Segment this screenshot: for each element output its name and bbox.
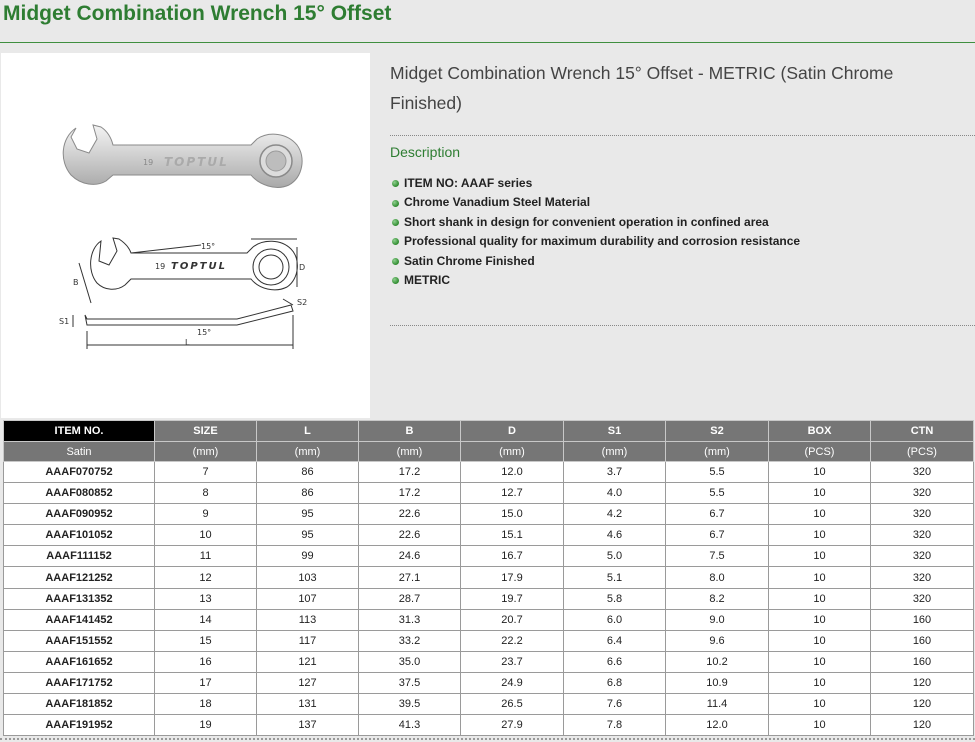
wrench-drawing-side (73, 299, 293, 349)
heading-divider (390, 135, 975, 136)
item-number-cell: AAAF070752 (4, 462, 155, 483)
table-cell: 4.6 (564, 525, 666, 546)
table-cell: 10 (769, 483, 871, 504)
table-cell: 15 (155, 630, 257, 651)
table-cell: 6.7 (666, 504, 769, 525)
dim-l-label: L (185, 338, 190, 347)
table-cell: 9.0 (666, 609, 769, 630)
table-cell: 37.5 (359, 672, 461, 693)
table-cell: 131 (257, 694, 359, 715)
table-row (4, 546, 974, 567)
bullet-icon (392, 238, 399, 245)
table-cell: 13 (155, 588, 257, 609)
table-cell: 9.6 (666, 630, 769, 651)
table-cell: 86 (257, 462, 359, 483)
bullet-icon (392, 258, 399, 265)
dim-s2-label: S2 (297, 298, 308, 307)
table-cell: 160 (871, 651, 974, 672)
table-cell: 12.0 (666, 715, 769, 736)
table-cell: 10 (769, 715, 871, 736)
table-cell: 15.1 (461, 525, 564, 546)
table-cell: 41.3 (359, 715, 461, 736)
table-header-row (4, 421, 974, 442)
table-cell: 137 (257, 715, 359, 736)
col-header-b: B (359, 421, 461, 442)
bullet-icon (392, 277, 399, 284)
description-title: Description (390, 144, 461, 160)
item-number-cell: AAAF191952 (4, 715, 155, 736)
table-cell: 10 (769, 694, 871, 715)
table-cell: 6.8 (564, 672, 666, 693)
table-cell: 320 (871, 588, 974, 609)
table-cell: 320 (871, 504, 974, 525)
col-subheader-unit: (mm) (461, 442, 564, 462)
col-header-size: SIZE (155, 421, 257, 442)
table-cell: 99 (257, 546, 359, 567)
item-number-cell: AAAF141452 (4, 609, 155, 630)
col-subheader-finish: Satin (4, 442, 155, 462)
table-cell: 22.6 (359, 525, 461, 546)
table-cell: 10 (769, 672, 871, 693)
table-row (4, 588, 974, 609)
item-number-cell: AAAF090952 (4, 504, 155, 525)
col-subheader-unit: (mm) (564, 442, 666, 462)
brand-mark-photo: TOPTUL (164, 155, 229, 169)
spec-table (3, 420, 974, 736)
product-heading: Midget Combination Wrench 15° Offset - METRIC (Satin Chrome Finished) (390, 63, 894, 113)
table-cell: 11 (155, 546, 257, 567)
dim-s1-label: S1 (59, 317, 70, 326)
table-cell: 10 (769, 546, 871, 567)
table-cell: 120 (871, 672, 974, 693)
feature-item: Professional quality for maximum durability and corrosion resistance (392, 232, 800, 251)
table-cell: 18 (155, 694, 257, 715)
product-info (390, 58, 975, 118)
col-header-d: D (461, 421, 564, 442)
table-cell: 160 (871, 609, 974, 630)
table-cell: 9 (155, 504, 257, 525)
table-cell: 5.5 (666, 462, 769, 483)
bullet-icon (392, 219, 399, 226)
col-header-item-no: ITEM NO. (4, 421, 155, 442)
table-cell: 7 (155, 462, 257, 483)
table-cell: 26.5 (461, 694, 564, 715)
size-mark-drawing: 19 (155, 262, 166, 271)
table-cell: 22.6 (359, 504, 461, 525)
bottom-divider (0, 738, 975, 740)
table-cell: 5.5 (666, 483, 769, 504)
item-number-cell: AAAF181852 (4, 694, 155, 715)
table-row (4, 715, 974, 736)
angle-label-top: 15° (201, 242, 216, 251)
table-cell: 4.0 (564, 483, 666, 504)
col-header-s1: S1 (564, 421, 666, 442)
table-cell: 320 (871, 525, 974, 546)
brand-mark-drawing: TOPTUL (171, 261, 227, 272)
table-cell: 10.9 (666, 672, 769, 693)
table-row (4, 651, 974, 672)
table-row (4, 609, 974, 630)
col-header-l: L (257, 421, 359, 442)
table-cell: 8.0 (666, 567, 769, 588)
item-number-cell: AAAF080852 (4, 483, 155, 504)
table-cell: 17.2 (359, 483, 461, 504)
description-divider (390, 325, 975, 326)
item-number-cell: AAAF151552 (4, 630, 155, 651)
table-cell: 95 (257, 525, 359, 546)
table-cell: 24.9 (461, 672, 564, 693)
table-cell: 5.0 (564, 546, 666, 567)
table-cell: 39.5 (359, 694, 461, 715)
table-cell: 8.2 (666, 588, 769, 609)
table-cell: 320 (871, 483, 974, 504)
table-cell: 4.2 (564, 504, 666, 525)
col-subheader-unit: (mm) (155, 442, 257, 462)
table-cell: 22.2 (461, 630, 564, 651)
table-cell: 86 (257, 483, 359, 504)
table-cell: 28.7 (359, 588, 461, 609)
table-cell: 127 (257, 672, 359, 693)
item-number-cell: AAAF131352 (4, 588, 155, 609)
feature-list (392, 174, 800, 290)
table-cell: 19 (155, 715, 257, 736)
item-number-cell: AAAF111152 (4, 546, 155, 567)
table-cell: 12.7 (461, 483, 564, 504)
col-subheader-unit: (mm) (359, 442, 461, 462)
feature-item: Short shank in design for convenient operation in confined area (392, 213, 800, 232)
col-header-s2: S2 (666, 421, 769, 442)
item-number-cell: AAAF161652 (4, 651, 155, 672)
dim-d-label: D (299, 263, 306, 272)
table-cell: 16.7 (461, 546, 564, 567)
item-number-cell: AAAF171752 (4, 672, 155, 693)
table-cell: 160 (871, 630, 974, 651)
table-cell: 5.8 (564, 588, 666, 609)
table-cell: 95 (257, 504, 359, 525)
feature-item: ITEM NO: AAAF series (392, 174, 800, 193)
feature-item: METRIC (392, 271, 800, 290)
table-row (4, 525, 974, 546)
table-cell: 10 (769, 588, 871, 609)
table-cell: 7.6 (564, 694, 666, 715)
table-row (4, 504, 974, 525)
table-cell: 320 (871, 546, 974, 567)
table-row (4, 567, 974, 588)
table-cell: 6.0 (564, 609, 666, 630)
dim-b-label: B (73, 278, 79, 287)
table-row (4, 483, 974, 504)
table-cell: 23.7 (461, 651, 564, 672)
table-cell: 10 (769, 504, 871, 525)
table-cell: 10 (769, 525, 871, 546)
table-cell: 320 (871, 567, 974, 588)
col-header-ctn: CTN (871, 421, 974, 442)
item-number-cell: AAAF121252 (4, 567, 155, 588)
table-cell: 24.6 (359, 546, 461, 567)
table-cell: 10 (769, 609, 871, 630)
table-cell: 6.6 (564, 651, 666, 672)
table-row (4, 672, 974, 693)
table-cell: 12.0 (461, 462, 564, 483)
table-cell: 6.7 (666, 525, 769, 546)
wrench-illustration (1, 53, 370, 418)
col-subheader-unit: (mm) (257, 442, 359, 462)
feature-item: Satin Chrome Finished (392, 252, 800, 271)
table-cell: 5.1 (564, 567, 666, 588)
table-cell: 7.8 (564, 715, 666, 736)
table-cell: 10 (769, 567, 871, 588)
table-cell: 17.2 (359, 462, 461, 483)
table-cell: 33.2 (359, 630, 461, 651)
table-cell: 15.0 (461, 504, 564, 525)
table-cell: 117 (257, 630, 359, 651)
table-cell: 10 (769, 462, 871, 483)
bullet-icon (392, 180, 399, 187)
table-cell: 12 (155, 567, 257, 588)
table-cell: 11.4 (666, 694, 769, 715)
table-cell: 320 (871, 462, 974, 483)
table-cell: 103 (257, 567, 359, 588)
table-cell: 10 (769, 651, 871, 672)
wrench-photo (63, 125, 302, 187)
table-cell: 10.2 (666, 651, 769, 672)
size-mark-photo: 19 (143, 158, 154, 167)
table-cell: 107 (257, 588, 359, 609)
table-cell: 10 (155, 525, 257, 546)
table-row (4, 462, 974, 483)
table-cell: 16 (155, 651, 257, 672)
item-number-cell: AAAF101052 (4, 525, 155, 546)
table-cell: 14 (155, 609, 257, 630)
table-row (4, 694, 974, 715)
feature-item: Chrome Vanadium Steel Material (392, 193, 800, 212)
product-image (1, 53, 370, 418)
table-row (4, 630, 974, 651)
page-title: Midget Combination Wrench 15° Offset (3, 2, 392, 25)
table-cell: 10 (769, 630, 871, 651)
table-cell: 17.9 (461, 567, 564, 588)
table-cell: 17 (155, 672, 257, 693)
table-cell: 7.5 (666, 546, 769, 567)
title-divider (0, 42, 975, 43)
table-subheader-row (4, 442, 974, 462)
table-cell: 120 (871, 715, 974, 736)
table-cell: 27.1 (359, 567, 461, 588)
table-cell: 121 (257, 651, 359, 672)
angle-label-bottom: 15° (197, 328, 212, 337)
table-cell: 19.7 (461, 588, 564, 609)
table-cell: 8 (155, 483, 257, 504)
table-cell: 120 (871, 694, 974, 715)
bullet-icon (392, 200, 399, 207)
col-header-box: BOX (769, 421, 871, 442)
col-subheader-unit: (PCS) (769, 442, 871, 462)
col-subheader-unit: (PCS) (871, 442, 974, 462)
table-cell: 31.3 (359, 609, 461, 630)
table-cell: 35.0 (359, 651, 461, 672)
col-subheader-unit: (mm) (666, 442, 769, 462)
table-cell: 113 (257, 609, 359, 630)
table-cell: 20.7 (461, 609, 564, 630)
table-cell: 27.9 (461, 715, 564, 736)
table-cell: 6.4 (564, 630, 666, 651)
table-cell: 3.7 (564, 462, 666, 483)
